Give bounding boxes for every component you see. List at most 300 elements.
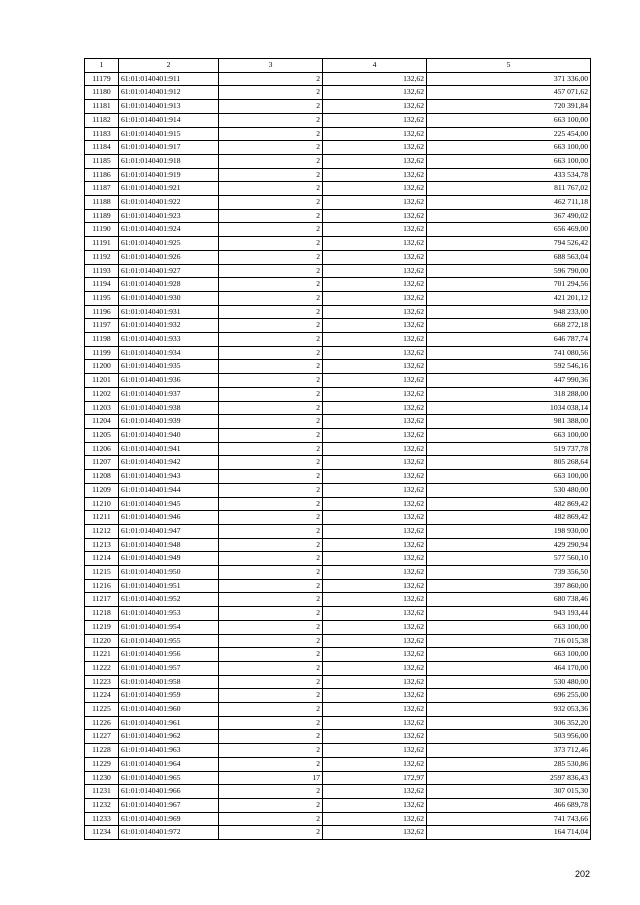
table-row	[85, 798, 591, 812]
row-number-cell: 11184	[85, 141, 119, 155]
cadastral-number-cell: 61:01:0140401:953	[119, 607, 219, 621]
cadastral-number-cell: 61:01:0140401:951	[119, 579, 219, 593]
cadastral-number-cell: 61:01:0140401:947	[119, 524, 219, 538]
count-value-cell: 2	[219, 278, 323, 292]
count-value-cell: 2	[219, 524, 323, 538]
area-value-cell: 132,62	[323, 305, 427, 319]
cadastral-number-cell: 61:01:0140401:959	[119, 689, 219, 703]
count-value-cell: 2	[219, 415, 323, 429]
row-number-cell: 11210	[85, 497, 119, 511]
row-number-cell: 11179	[85, 72, 119, 86]
count-value-cell: 2	[219, 360, 323, 374]
row-number-cell: 11216	[85, 579, 119, 593]
table-row	[85, 223, 591, 237]
count-value-cell: 2	[219, 141, 323, 155]
amount-value-cell: 306 352,20	[427, 716, 591, 730]
cadastral-number-cell: 61:01:0140401:934	[119, 346, 219, 360]
count-value-cell: 2	[219, 620, 323, 634]
row-number-cell: 11218	[85, 607, 119, 621]
area-value-cell: 132,62	[323, 689, 427, 703]
amount-value-cell: 716 015,38	[427, 634, 591, 648]
table-row	[85, 675, 591, 689]
cadastral-number-cell: 61:01:0140401:933	[119, 333, 219, 347]
table-row	[85, 196, 591, 210]
cadastral-number-cell: 61:01:0140401:958	[119, 675, 219, 689]
count-value-cell: 2	[219, 442, 323, 456]
count-value-cell: 2	[219, 511, 323, 525]
table-row	[85, 428, 591, 442]
count-value-cell: 2	[219, 593, 323, 607]
table-row	[85, 785, 591, 799]
count-value-cell: 2	[219, 579, 323, 593]
cadastral-number-cell: 61:01:0140401:922	[119, 196, 219, 210]
amount-value-cell: 307 015,30	[427, 785, 591, 799]
cadastral-number-cell: 61:01:0140401:926	[119, 250, 219, 264]
area-value-cell: 132,62	[323, 579, 427, 593]
table-row	[85, 209, 591, 223]
row-number-cell: 11231	[85, 785, 119, 799]
area-value-cell: 132,62	[323, 374, 427, 388]
amount-value-cell: 668 272,18	[427, 319, 591, 333]
cadastral-number-cell: 61:01:0140401:936	[119, 374, 219, 388]
cadastral-number-cell: 61:01:0140401:932	[119, 319, 219, 333]
column-header-5: 5	[427, 59, 591, 73]
row-number-cell: 11224	[85, 689, 119, 703]
table-body	[85, 72, 591, 839]
count-value-cell: 2	[219, 566, 323, 580]
area-value-cell: 132,62	[323, 716, 427, 730]
area-value-cell: 132,62	[323, 113, 427, 127]
row-number-cell: 11207	[85, 456, 119, 470]
count-value-cell: 2	[219, 319, 323, 333]
amount-value-cell: 981 388,00	[427, 415, 591, 429]
cadastral-number-cell: 61:01:0140401:924	[119, 223, 219, 237]
count-value-cell: 2	[219, 689, 323, 703]
count-value-cell: 2	[219, 250, 323, 264]
area-value-cell: 132,62	[323, 511, 427, 525]
cadastral-number-cell: 61:01:0140401:950	[119, 566, 219, 580]
amount-value-cell: 285 530,86	[427, 757, 591, 771]
table-row	[85, 538, 591, 552]
row-number-cell: 11214	[85, 552, 119, 566]
area-value-cell: 132,62	[323, 250, 427, 264]
area-value-cell: 132,62	[323, 237, 427, 251]
cadastral-number-cell: 61:01:0140401:955	[119, 634, 219, 648]
table-row	[85, 100, 591, 114]
table-row	[85, 154, 591, 168]
row-number-cell: 11190	[85, 223, 119, 237]
cadastral-number-cell: 61:01:0140401:914	[119, 113, 219, 127]
row-number-cell: 11194	[85, 278, 119, 292]
cadastral-number-cell: 61:01:0140401:935	[119, 360, 219, 374]
row-number-cell: 11225	[85, 703, 119, 717]
count-value-cell: 2	[219, 113, 323, 127]
row-number-cell: 11199	[85, 346, 119, 360]
area-value-cell: 132,62	[323, 387, 427, 401]
area-value-cell: 132,62	[323, 72, 427, 86]
amount-value-cell: 577 560,10	[427, 552, 591, 566]
table-row	[85, 689, 591, 703]
count-value-cell: 2	[219, 675, 323, 689]
table-row	[85, 305, 591, 319]
count-value-cell: 2	[219, 223, 323, 237]
count-value-cell: 2	[219, 196, 323, 210]
amount-value-cell: 164 714,04	[427, 826, 591, 840]
amount-value-cell: 656 469,00	[427, 223, 591, 237]
area-value-cell: 132,62	[323, 209, 427, 223]
table-row	[85, 72, 591, 86]
row-number-cell: 11208	[85, 470, 119, 484]
area-value-cell: 132,62	[323, 607, 427, 621]
data-table	[84, 58, 591, 840]
amount-value-cell: 530 480,00	[427, 675, 591, 689]
count-value-cell: 2	[219, 237, 323, 251]
row-number-cell: 11203	[85, 401, 119, 415]
count-value-cell: 2	[219, 86, 323, 100]
area-value-cell: 132,62	[323, 675, 427, 689]
count-value-cell: 2	[219, 428, 323, 442]
table-row	[85, 401, 591, 415]
column-header-3: 3	[219, 59, 323, 73]
area-value-cell: 132,62	[323, 127, 427, 141]
count-value-cell: 2	[219, 634, 323, 648]
row-number-cell: 11213	[85, 538, 119, 552]
area-value-cell: 132,62	[323, 401, 427, 415]
table-row	[85, 511, 591, 525]
table-row	[85, 634, 591, 648]
table-row	[85, 744, 591, 758]
cadastral-number-cell: 61:01:0140401:927	[119, 264, 219, 278]
column-header-2: 2	[119, 59, 219, 73]
cadastral-number-cell: 61:01:0140401:957	[119, 661, 219, 675]
cadastral-number-cell: 61:01:0140401:937	[119, 387, 219, 401]
count-value-cell: 2	[219, 100, 323, 114]
amount-value-cell: 696 255,00	[427, 689, 591, 703]
row-number-cell: 11200	[85, 360, 119, 374]
amount-value-cell: 943 193,44	[427, 607, 591, 621]
amount-value-cell: 447 990,36	[427, 374, 591, 388]
row-number-cell: 11196	[85, 305, 119, 319]
area-value-cell: 132,62	[323, 182, 427, 196]
cadastral-number-cell: 61:01:0140401:964	[119, 757, 219, 771]
cadastral-number-cell: 61:01:0140401:938	[119, 401, 219, 415]
cadastral-number-cell: 61:01:0140401:965	[119, 771, 219, 785]
row-number-cell: 11217	[85, 593, 119, 607]
count-value-cell: 2	[219, 703, 323, 717]
cadastral-number-cell: 61:01:0140401:962	[119, 730, 219, 744]
cadastral-number-cell: 61:01:0140401:946	[119, 511, 219, 525]
amount-value-cell: 741 743,66	[427, 812, 591, 826]
row-number-cell: 11221	[85, 648, 119, 662]
table-row	[85, 168, 591, 182]
cadastral-number-cell: 61:01:0140401:948	[119, 538, 219, 552]
row-number-cell: 11212	[85, 524, 119, 538]
table-row	[85, 250, 591, 264]
table-row	[85, 620, 591, 634]
area-value-cell: 132,62	[323, 593, 427, 607]
table-row	[85, 86, 591, 100]
area-value-cell: 132,62	[323, 415, 427, 429]
cadastral-number-cell: 61:01:0140401:952	[119, 593, 219, 607]
table-row	[85, 661, 591, 675]
area-value-cell: 132,62	[323, 497, 427, 511]
row-number-cell: 11229	[85, 757, 119, 771]
amount-value-cell: 367 490,02	[427, 209, 591, 223]
count-value-cell: 2	[219, 182, 323, 196]
count-value-cell: 2	[219, 401, 323, 415]
amount-value-cell: 741 080,56	[427, 346, 591, 360]
area-value-cell: 132,62	[323, 470, 427, 484]
row-number-cell: 11211	[85, 511, 119, 525]
area-value-cell: 132,62	[323, 538, 427, 552]
cadastral-number-cell: 61:01:0140401:960	[119, 703, 219, 717]
area-value-cell: 132,62	[323, 428, 427, 442]
table-row	[85, 387, 591, 401]
table-row	[85, 757, 591, 771]
table-row	[85, 415, 591, 429]
cadastral-number-cell: 61:01:0140401:915	[119, 127, 219, 141]
cadastral-number-cell: 61:01:0140401:956	[119, 648, 219, 662]
amount-value-cell: 1034 038,14	[427, 401, 591, 415]
row-number-cell: 11193	[85, 264, 119, 278]
amount-value-cell: 433 534,78	[427, 168, 591, 182]
table-row	[85, 648, 591, 662]
amount-value-cell: 663 100,00	[427, 154, 591, 168]
count-value-cell: 2	[219, 744, 323, 758]
cadastral-number-cell: 61:01:0140401:939	[119, 415, 219, 429]
count-value-cell: 2	[219, 264, 323, 278]
cadastral-number-cell: 61:01:0140401:930	[119, 291, 219, 305]
table-row	[85, 319, 591, 333]
amount-value-cell: 663 100,00	[427, 428, 591, 442]
area-value-cell: 132,62	[323, 566, 427, 580]
cadastral-number-cell: 61:01:0140401:943	[119, 470, 219, 484]
table-row	[85, 360, 591, 374]
table-row	[85, 113, 591, 127]
count-value-cell: 2	[219, 154, 323, 168]
cadastral-number-cell: 61:01:0140401:941	[119, 442, 219, 456]
cadastral-number-cell: 61:01:0140401:917	[119, 141, 219, 155]
table-row	[85, 374, 591, 388]
amount-value-cell: 811 767,02	[427, 182, 591, 196]
count-value-cell: 2	[219, 607, 323, 621]
area-value-cell: 132,62	[323, 333, 427, 347]
count-value-cell: 2	[219, 757, 323, 771]
amount-value-cell: 429 290,94	[427, 538, 591, 552]
area-value-cell: 132,62	[323, 278, 427, 292]
cadastral-number-cell: 61:01:0140401:949	[119, 552, 219, 566]
row-number-cell: 11205	[85, 428, 119, 442]
amount-value-cell: 948 233,00	[427, 305, 591, 319]
row-number-cell: 11209	[85, 483, 119, 497]
row-number-cell: 11187	[85, 182, 119, 196]
amount-value-cell: 646 787,74	[427, 333, 591, 347]
count-value-cell: 2	[219, 798, 323, 812]
amount-value-cell: 503 956,00	[427, 730, 591, 744]
row-number-cell: 11201	[85, 374, 119, 388]
amount-value-cell: 482 869,42	[427, 497, 591, 511]
count-value-cell: 2	[219, 470, 323, 484]
row-number-cell: 11206	[85, 442, 119, 456]
row-number-cell: 11192	[85, 250, 119, 264]
table-row	[85, 264, 591, 278]
amount-value-cell: 482 869,42	[427, 511, 591, 525]
area-value-cell: 132,62	[323, 154, 427, 168]
page-number: 202	[574, 869, 590, 879]
row-number-cell: 11204	[85, 415, 119, 429]
cadastral-number-cell: 61:01:0140401:961	[119, 716, 219, 730]
amount-value-cell: 663 100,00	[427, 620, 591, 634]
area-value-cell: 132,62	[323, 552, 427, 566]
row-number-cell: 11227	[85, 730, 119, 744]
count-value-cell: 2	[219, 456, 323, 470]
table-row	[85, 346, 591, 360]
table-row	[85, 278, 591, 292]
table-row	[85, 593, 591, 607]
count-value-cell: 2	[219, 812, 323, 826]
area-value-cell: 132,62	[323, 757, 427, 771]
count-value-cell: 2	[219, 826, 323, 840]
amount-value-cell: 688 563,04	[427, 250, 591, 264]
area-value-cell: 132,62	[323, 168, 427, 182]
row-number-cell: 11181	[85, 100, 119, 114]
table-row	[85, 442, 591, 456]
amount-value-cell: 462 711,18	[427, 196, 591, 210]
row-number-cell: 11180	[85, 86, 119, 100]
table-row	[85, 456, 591, 470]
amount-value-cell: 397 860,00	[427, 579, 591, 593]
area-value-cell: 132,62	[323, 141, 427, 155]
amount-value-cell: 373 712,46	[427, 744, 591, 758]
count-value-cell: 2	[219, 209, 323, 223]
row-number-cell: 11197	[85, 319, 119, 333]
row-number-cell: 11182	[85, 113, 119, 127]
row-number-cell: 11228	[85, 744, 119, 758]
table-row	[85, 579, 591, 593]
area-value-cell: 172,97	[323, 771, 427, 785]
area-value-cell: 132,62	[323, 648, 427, 662]
table-row	[85, 703, 591, 717]
area-value-cell: 132,62	[323, 319, 427, 333]
row-number-cell: 11185	[85, 154, 119, 168]
cadastral-number-cell: 61:01:0140401:954	[119, 620, 219, 634]
amount-value-cell: 720 391,84	[427, 100, 591, 114]
table-row	[85, 716, 591, 730]
count-value-cell: 2	[219, 387, 323, 401]
table-row	[85, 483, 591, 497]
count-value-cell: 2	[219, 552, 323, 566]
row-number-cell: 11188	[85, 196, 119, 210]
row-number-cell: 11198	[85, 333, 119, 347]
row-number-cell: 11234	[85, 826, 119, 840]
area-value-cell: 132,62	[323, 634, 427, 648]
amount-value-cell: 457 071,62	[427, 86, 591, 100]
cadastral-number-cell: 61:01:0140401:945	[119, 497, 219, 511]
amount-value-cell: 371 336,00	[427, 72, 591, 86]
cadastral-number-cell: 61:01:0140401:923	[119, 209, 219, 223]
area-value-cell: 132,62	[323, 744, 427, 758]
count-value-cell: 2	[219, 168, 323, 182]
cadastral-number-cell: 61:01:0140401:928	[119, 278, 219, 292]
cadastral-number-cell: 61:01:0140401:921	[119, 182, 219, 196]
amount-value-cell: 464 170,00	[427, 661, 591, 675]
area-value-cell: 132,62	[323, 196, 427, 210]
column-header-4: 4	[323, 59, 427, 73]
row-number-cell: 11223	[85, 675, 119, 689]
amount-value-cell: 663 100,00	[427, 113, 591, 127]
count-value-cell: 2	[219, 730, 323, 744]
row-number-cell: 11226	[85, 716, 119, 730]
table-row	[85, 141, 591, 155]
area-value-cell: 132,62	[323, 703, 427, 717]
cadastral-number-cell: 61:01:0140401:931	[119, 305, 219, 319]
table-row	[85, 237, 591, 251]
row-number-cell: 11189	[85, 209, 119, 223]
column-header-1: 1	[85, 59, 119, 73]
count-value-cell: 2	[219, 483, 323, 497]
table-row	[85, 291, 591, 305]
cadastral-number-cell: 61:01:0140401:918	[119, 154, 219, 168]
row-number-cell: 11191	[85, 237, 119, 251]
row-number-cell: 11183	[85, 127, 119, 141]
area-value-cell: 132,62	[323, 798, 427, 812]
table-row	[85, 127, 591, 141]
amount-value-cell: 421 201,12	[427, 291, 591, 305]
count-value-cell: 2	[219, 497, 323, 511]
area-value-cell: 132,62	[323, 785, 427, 799]
cadastral-number-cell: 61:01:0140401:969	[119, 812, 219, 826]
row-number-cell: 11232	[85, 798, 119, 812]
amount-value-cell: 2597 836,43	[427, 771, 591, 785]
cadastral-number-cell: 61:01:0140401:972	[119, 826, 219, 840]
area-value-cell: 132,62	[323, 456, 427, 470]
area-value-cell: 132,62	[323, 826, 427, 840]
amount-value-cell: 663 100,00	[427, 141, 591, 155]
area-value-cell: 132,62	[323, 661, 427, 675]
count-value-cell: 2	[219, 305, 323, 319]
area-value-cell: 132,62	[323, 730, 427, 744]
table-row	[85, 524, 591, 538]
cadastral-number-cell: 61:01:0140401:967	[119, 798, 219, 812]
count-value-cell: 2	[219, 72, 323, 86]
row-number-cell: 11215	[85, 566, 119, 580]
amount-value-cell: 663 100,00	[427, 648, 591, 662]
table-row	[85, 730, 591, 744]
count-value-cell: 2	[219, 538, 323, 552]
count-value-cell: 2	[219, 374, 323, 388]
row-number-cell: 11219	[85, 620, 119, 634]
area-value-cell: 132,62	[323, 291, 427, 305]
table-row	[85, 497, 591, 511]
count-value-cell: 17	[219, 771, 323, 785]
area-value-cell: 132,62	[323, 100, 427, 114]
count-value-cell: 2	[219, 716, 323, 730]
amount-value-cell: 225 454,00	[427, 127, 591, 141]
row-number-cell: 11202	[85, 387, 119, 401]
area-value-cell: 132,62	[323, 223, 427, 237]
count-value-cell: 2	[219, 291, 323, 305]
area-value-cell: 132,62	[323, 360, 427, 374]
cadastral-number-cell: 61:01:0140401:963	[119, 744, 219, 758]
count-value-cell: 2	[219, 785, 323, 799]
table-row	[85, 826, 591, 840]
table-row	[85, 333, 591, 347]
cadastral-number-cell: 61:01:0140401:912	[119, 86, 219, 100]
area-value-cell: 132,62	[323, 86, 427, 100]
amount-value-cell: 592 546,16	[427, 360, 591, 374]
area-value-cell: 132,62	[323, 812, 427, 826]
header-row	[85, 59, 591, 73]
